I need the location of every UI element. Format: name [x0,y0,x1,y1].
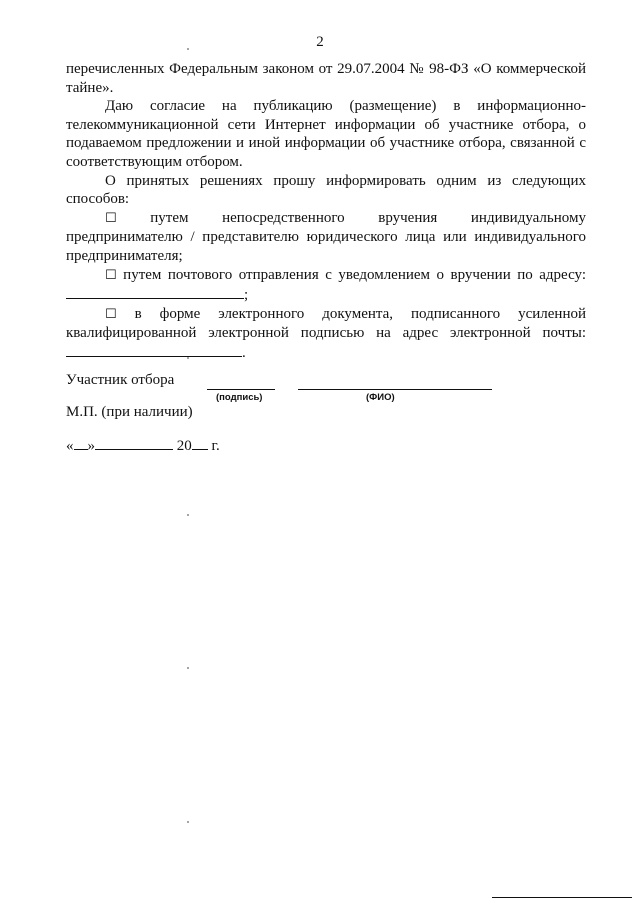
scan-speck [187,514,189,516]
scan-speck [187,821,189,823]
checkbox-icon[interactable]: ☐ [105,267,117,283]
footer-rule [492,897,632,898]
signature-line[interactable] [207,389,275,390]
option-postal-text: путем почтового отправления с уведомлением о вручении по адресу: [123,266,587,283]
option-postal-end: ; [244,287,249,304]
date-close-quote: » [87,438,95,454]
date-line [66,436,220,455]
paragraph-consent: Даю согласие на публикацию (размещение) в информационно-телекоммуникационной сети Интернет информации об участнике отбора, о подаваемом предложении и иной информации об участнике отбора, связанной с соответствующим отбором. [66,98,586,170]
email-blank[interactable] [66,343,242,357]
option-electronic-text: в форме электронного документа, подписанного усиленной квалифицированной электронной подписью на адрес электронной почты: [66,305,586,342]
body-text [66,60,586,363]
option-electronic-end: . [242,344,246,361]
date-open-quote: « [66,438,74,454]
option-personal-delivery-text: путем непосредственного вручения индивидуальному предпринимателю / представителю юридического лица или индивидуального предпринимателя; [66,209,586,264]
year-suffix: г. [211,438,220,454]
month-blank[interactable] [95,436,173,450]
scan-speck [187,357,189,359]
checkbox-icon[interactable]: ☐ [105,306,117,322]
paragraph-notify: О принятых решениях прошу информировать одним из следующих способов: [66,172,586,208]
name-line[interactable] [298,389,492,390]
checkbox-icon[interactable]: ☐ [105,210,117,226]
option-electronic [66,305,586,363]
year-prefix: 20 [176,438,192,454]
participant-label: Участник отбора [66,372,175,388]
signature-caption: (подпись) [216,392,263,403]
seal-label: М.П. (при наличии) [66,404,193,420]
day-blank[interactable] [74,436,88,450]
option-postal [66,266,586,305]
scan-speck [187,667,189,669]
year-blank[interactable] [192,436,208,450]
postal-address-blank[interactable] [66,285,244,299]
paragraph-trade-secret: перечисленных Федеральным законом от 29.07.2004 № 98-ФЗ «О коммерческой тайне». [66,61,586,96]
name-caption: (ФИО) [366,392,395,403]
scan-speck [187,48,189,50]
option-personal-delivery [66,209,586,266]
page-number: 2 [316,34,324,50]
